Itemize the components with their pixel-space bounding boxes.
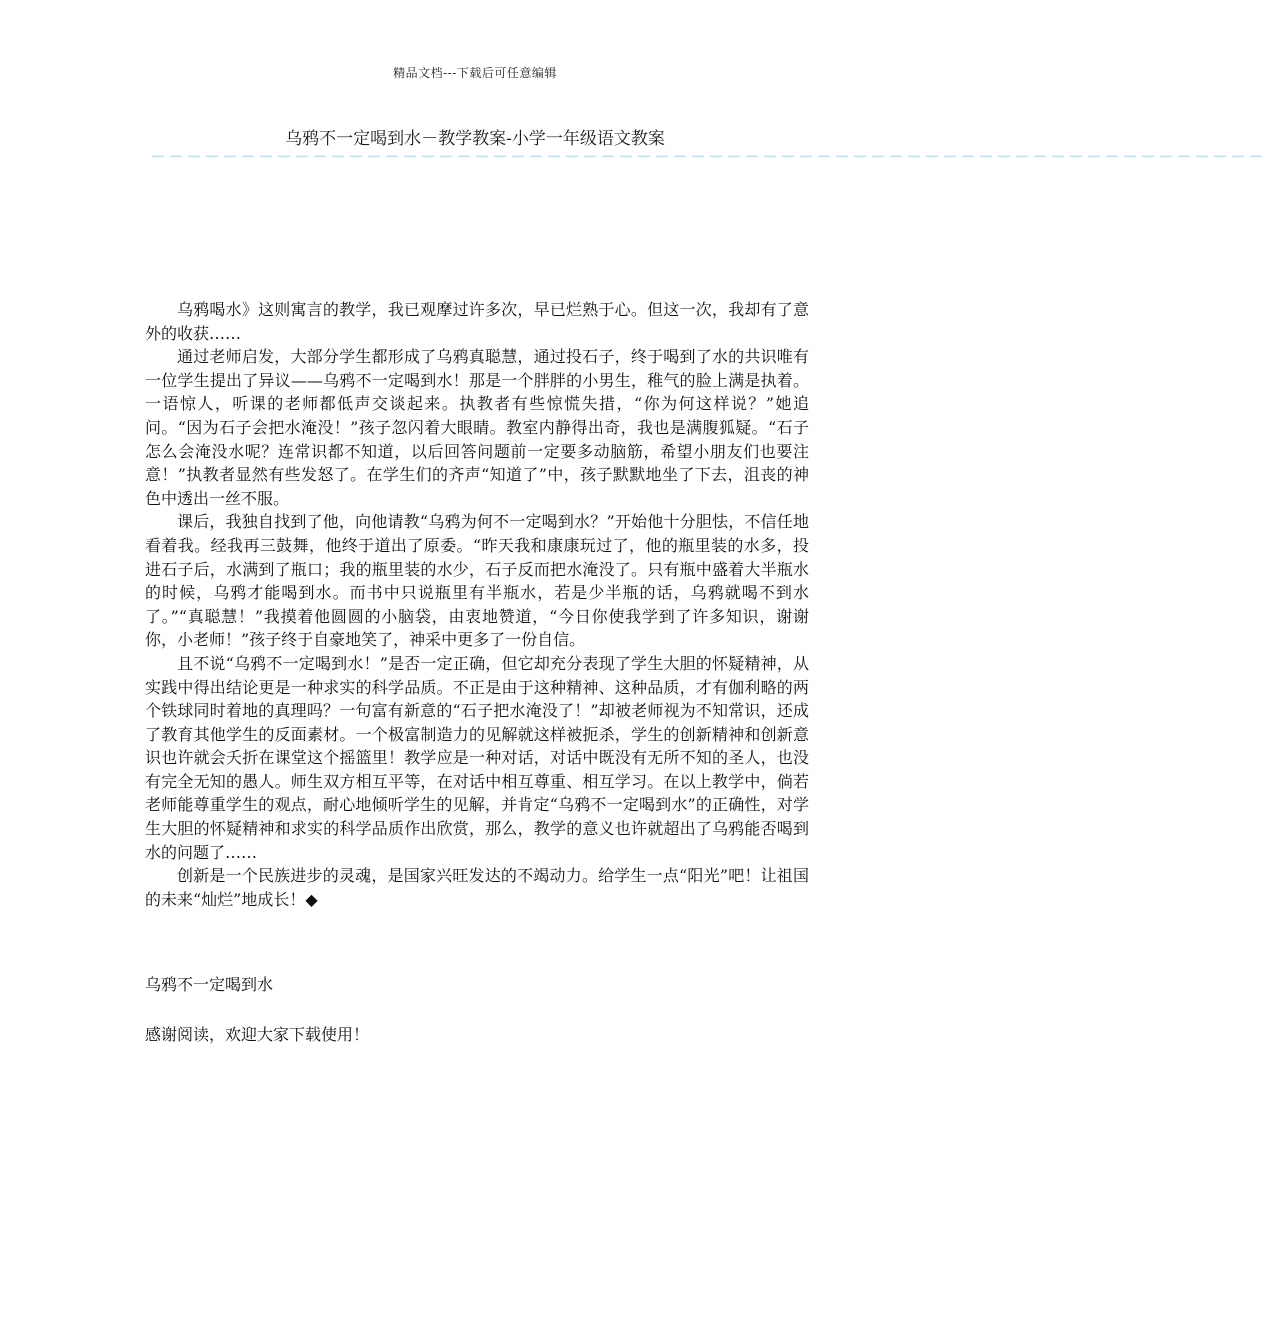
paragraph-reflection: 且不说“乌鸦不一定喝到水！”是否一定正确，但它却充分表现了学生大胆的怀疑精神，从实践中得出结论更是一种求实的科学品质。不正是由于这种精神、这种品质，才有伽利略的两个铁球同时着地的真理吗？一句富有新意的“石子把水淹没了！”却被老师视为不知常识，还成了教育其他学生的反面素材。一个极富制造力的见解就这样被扼杀，学生的创新精神和创新意识也许就会夭折在课堂这个摇篮里！教学应是一种对话，对话中既没有无所不知的圣人，也没有完全无知的愚人。师生双方相互平等，在对话中相互尊重、相互学习。在以上教学中，倘若老师能尊重学生的观点，耐心地倾听学生的见解，并肯定“乌鸦不一定喝到水”的正确性，对学生大胆的怀疑精神和求实的科学品质作出欣赏，那么，教学的意义也许就超出了乌鸦能否喝到水的问题了…… (145, 653, 809, 862)
paragraph-classroom: 通过老师启发，大部分学生都形成了乌鸦真聪慧，通过投石子，终于喝到了水的共识唯有一位学生提出了异议——乌鸦不一定喝到水！那是一个胖胖的小男生，稚气的脸上满是执着。一语惊人，听课的老师都低声交谈起来。执教者有些惊慌失措，“你为何这样说？”她追问。“因为石子会把水淹没！”孩子忽闪着大眼睛。教室内静得出奇，我也是满腹狐疑。“石子怎么会淹没水呢？连常识都不知道，以后回答问题前一定要多动脑筋，希望小朋友们也要注意！”执教者显然有些发怒了。在学生们的齐声“知道了”中，孩子默默地坐了下去，沮丧的神色中透出一丝不服。 (145, 347, 809, 508)
closing-title: 乌鸦不一定喝到水 (145, 975, 274, 994)
document-title: 乌鸦不一定喝到水－教学教案-小学一年级语文教案 (285, 129, 665, 149)
paragraph-conclusion: 创新是一个民族进步的灵魂，是国家兴旺发达的不竭动力。给学生一点“阳光”吧！让祖国的未来“灿烂”地成长！◆ (145, 866, 809, 909)
paragraph-after-class: 课后，我独自找到了他，向他请教“乌鸦为何不一定喝到水？”开始他十分胆怯，不信任地看着我。经我再三鼓舞，他终于道出了原委。“昨天我和康康玩过了，他的瓶里装的水多，投进石子后，水满到了瓶口；我的瓶里装的水少，石子反而把水淹没了。只有瓶中盛着大半瓶水的时候，乌鸦才能喝到水。而书中只说瓶里有半瓶水，若是少半瓶的话，乌鸦就喝不到水了。”“真聪慧！”我摸着他圆圆的小脑袋，由衷地赞道，“今日你使我学到了许多知识，谢谢你，小老师！”孩子终于自豪地笑了，神采中更多了一份自信。 (145, 512, 809, 650)
article-body (145, 298, 809, 911)
header-note: 精品文档---下载后可任意编辑 (393, 66, 557, 80)
thanks-note: 感谢阅读，欢迎大家下载使用！ (145, 1025, 370, 1044)
title-dashed-rule: －－－－－－－－－－－－－－－－－－－－－－－－－－－－－－－－－－－－－－－－－－－－－－－－－－－－－－－－－－－－－－ (150, 147, 1266, 166)
paragraph-intro: 乌鸦喝水》这则寓言的教学，我已观摩过许多次，早已烂熟于心。但这一次，我却有了意外的收获…… (145, 300, 809, 343)
